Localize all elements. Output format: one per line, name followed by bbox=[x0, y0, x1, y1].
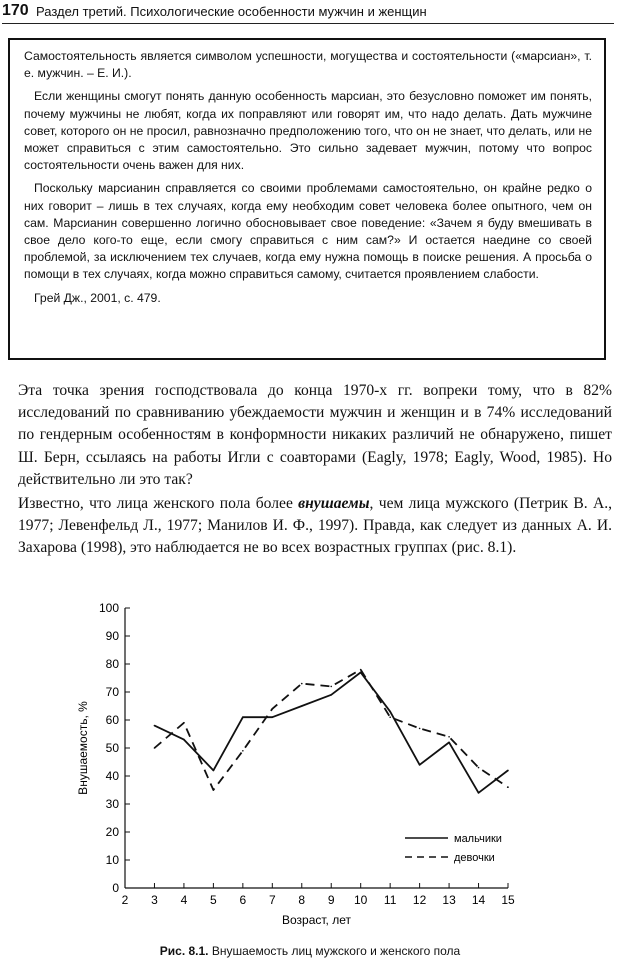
figure-caption bbox=[0, 944, 620, 958]
data-point bbox=[330, 694, 332, 696]
data-point bbox=[242, 750, 244, 752]
data-point bbox=[301, 683, 303, 685]
chart-series bbox=[154, 669, 509, 794]
caption-text: Внушаемость лиц мужского и женского пола bbox=[208, 944, 461, 958]
data-point bbox=[507, 786, 509, 788]
x-tick-label: 3 bbox=[151, 893, 158, 907]
data-point bbox=[478, 792, 480, 794]
data-point bbox=[389, 711, 391, 713]
y-tick-label: 70 bbox=[105, 685, 119, 699]
x-tick-label: 2 bbox=[121, 893, 129, 907]
data-point bbox=[154, 725, 156, 727]
figure-chart bbox=[60, 592, 530, 932]
data-point bbox=[507, 770, 509, 772]
data-point bbox=[183, 722, 185, 724]
y-tick-label: 90 bbox=[105, 629, 119, 643]
chart-ticks bbox=[99, 601, 515, 907]
y-axis-label: Внушаемость, % bbox=[76, 701, 90, 795]
x-tick-label: 8 bbox=[298, 893, 306, 907]
x-tick-label: 6 bbox=[239, 893, 247, 907]
running-title: Раздел третий. Психологические особенности мужчин и женщин bbox=[36, 4, 427, 19]
x-tick-label: 4 bbox=[180, 893, 188, 907]
data-point bbox=[272, 708, 274, 710]
data-point bbox=[183, 739, 185, 741]
x-tick-label: 10 bbox=[354, 893, 368, 907]
x-tick-label: 13 bbox=[442, 893, 456, 907]
data-point bbox=[154, 747, 156, 749]
quote-box bbox=[8, 38, 606, 360]
data-point bbox=[419, 728, 421, 730]
legend-label: девочки bbox=[454, 852, 495, 864]
body-text-run: Известно, что лица женского пола более bbox=[18, 495, 299, 513]
data-point bbox=[242, 716, 244, 718]
body-text bbox=[18, 380, 612, 560]
data-point bbox=[213, 770, 215, 772]
quote-source: Грей Дж., 2001, с. 479. bbox=[34, 290, 161, 305]
y-tick-label: 0 bbox=[112, 881, 119, 895]
y-tick-label: 40 bbox=[105, 769, 119, 783]
data-point bbox=[478, 767, 480, 769]
y-tick-label: 30 bbox=[105, 797, 119, 811]
x-tick-label: 7 bbox=[268, 893, 276, 907]
data-point bbox=[448, 742, 450, 744]
data-point bbox=[272, 716, 274, 718]
quote-paragraph: Поскольку марсианин справляется со своими проблемами самостоятельно, он крайне редко о них говорит – лишь в тех случаях, когда ему необходим совет человека более опытного, чем он сам. Марсианин совершенно логично обосновывает свое поведение: «Зачем я буду вмешивать в свое дело кого-то еще, если смогу справиться с ним сам?» И остается наедине со своей проблемой, за исключением тех случаев, когда ему нужна помощь в поиске решения. А просьба о помощи в тех случаях, когда можно справиться самому, считается проявлением слабости. bbox=[24, 181, 592, 282]
quote-paragraph: Самостоятельность является символом успешности, могущества и состоятельности («марсиан», т. е. мужчин. – Е. И.). bbox=[24, 49, 592, 81]
y-tick-label: 100 bbox=[98, 601, 119, 615]
x-tick-label: 15 bbox=[501, 893, 515, 907]
x-tick-label: 14 bbox=[471, 893, 486, 907]
caption-label: Рис. 8.1. bbox=[159, 944, 209, 958]
data-point bbox=[301, 705, 303, 707]
data-point bbox=[360, 669, 362, 671]
running-header bbox=[2, 2, 612, 22]
chart-axes bbox=[125, 608, 508, 888]
y-tick-label: 10 bbox=[105, 853, 119, 867]
quote-paragraph: Если женщины смогут понять данную особенность марсиан, это безусловно поможет им понять, почему мужчины не любят, когда их поправляют или говорят им, что надо делать. Дать мужчине совет, которого он не просил, равнозначно предположению того, что он не знает, что делать, или не может справиться с этим самостоятельно. Это сильно задевает мужчин, потому что вопрос состоятельности очень важен для них. bbox=[24, 89, 592, 173]
x-tick-label: 11 bbox=[383, 893, 397, 907]
y-tick-label: 80 bbox=[105, 657, 119, 671]
body-paragraph: Эта точка зрения господствовала до конца 1970-х гг. вопреки тому, что в 82% исследований по сравниванию убеждаемости мужчин и женщин и в 74% исследований по гендерным особенностям в конформности никаких различий не обнаружено, пишет Ш. Берн, ссылаясь на работы Игли с соавторами (Eagly, 1978; Eagly, Wood, 1985). Но действительно ли это так? bbox=[18, 382, 612, 488]
series-line-girls bbox=[154, 670, 508, 790]
emphasis-term: внушаемы bbox=[298, 495, 370, 513]
chart-legend bbox=[405, 833, 502, 864]
data-point bbox=[419, 764, 421, 766]
x-axis-label: Возраст, лет bbox=[282, 913, 351, 927]
body-paragraph bbox=[18, 493, 612, 560]
y-tick-label: 20 bbox=[105, 825, 119, 839]
y-tick-label: 50 bbox=[105, 741, 119, 755]
y-tick-label: 60 bbox=[105, 713, 119, 727]
page-number: 170 bbox=[2, 2, 29, 19]
legend-label: мальчики bbox=[454, 833, 502, 845]
x-tick-label: 12 bbox=[412, 893, 427, 907]
body-text-run: , чем лица мужского (Петрик В. А., 1977; Левенфельд Л., 1977; Манилов И. Ф., 1997). Правда, как следует из данных А. И. Захарова (1998), это наблюдается не во всех возрастных группах (рис. 8.1). bbox=[18, 495, 612, 557]
header-rule bbox=[2, 23, 614, 24]
x-tick-label: 9 bbox=[327, 893, 335, 907]
data-point bbox=[448, 736, 450, 738]
data-point bbox=[213, 789, 215, 791]
x-tick-label: 5 bbox=[210, 893, 217, 907]
data-point bbox=[389, 716, 391, 718]
data-point bbox=[330, 686, 332, 688]
